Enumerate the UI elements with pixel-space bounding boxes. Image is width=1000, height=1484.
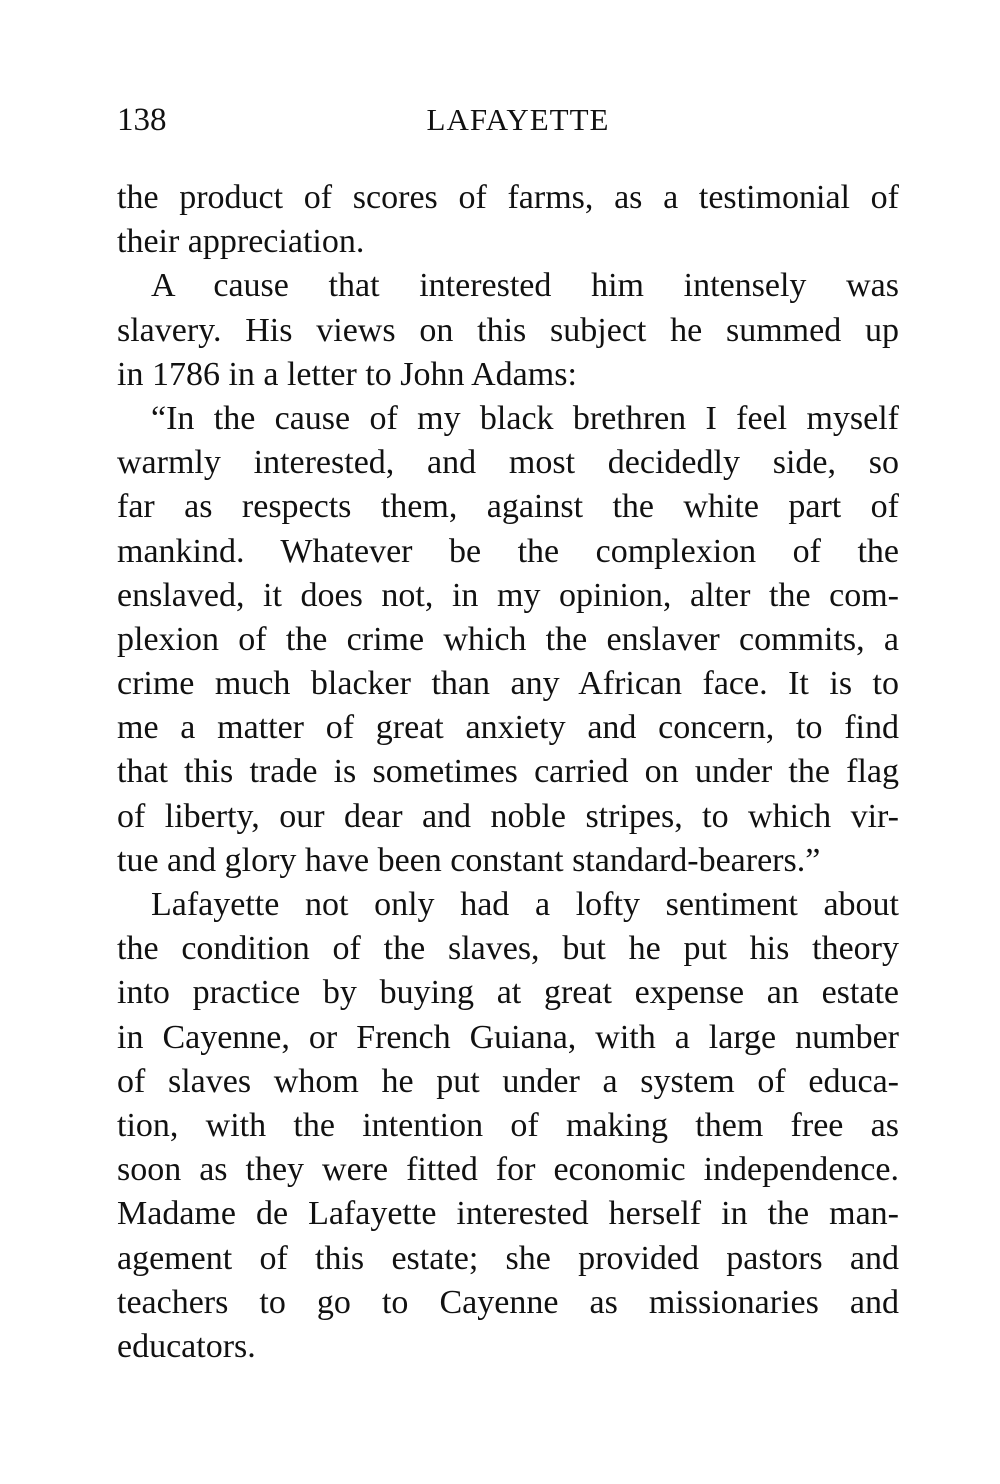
text-line: that this trade is sometimes carried on under the flag — [117, 753, 899, 791]
text-line: me a matter of great anxiety and concern, to find — [117, 709, 899, 747]
text-line: tue and glory have been constant standard-bearers.” — [117, 841, 821, 879]
text-line: the product of scores of farms, as a testimonial of — [117, 179, 899, 216]
text-line: warmly interested, and most decidedly side, so — [117, 444, 899, 482]
text-line: teachers to go to Cayenne as missionaries and — [117, 1283, 899, 1321]
text-line: into practice by buying at great expense an estate — [117, 974, 899, 1012]
text-line: enslaved, it does not, in my opinion, alter the com- — [117, 576, 899, 614]
text-line: tion, with the intention of making them free as — [117, 1106, 899, 1144]
paragraph-first-line: A cause that interested him intensely was — [151, 267, 899, 305]
page-number: 138 — [117, 102, 167, 138]
text-line: soon as they were fitted for economic independence. — [117, 1151, 899, 1189]
text-line: the condition of the slaves, but he put his theory — [117, 930, 899, 968]
text-line: far as respects them, against the white part of — [117, 488, 899, 526]
text-line: educators. — [117, 1327, 256, 1365]
text-line: Madame de Lafayette interested herself in the man- — [117, 1195, 899, 1233]
paragraph-first-line: Lafayette not only had a lofty sentiment about — [151, 886, 899, 923]
text-line: plexion of the crime which the enslaver commits, a — [117, 620, 899, 658]
text-line: slavery. His views on this subject he summed up — [117, 311, 899, 349]
body-text — [117, 176, 899, 1369]
text-line: mankind. Whatever be the complexion of the — [117, 532, 899, 570]
text-line: of liberty, our dear and noble stripes, to which vir- — [117, 797, 899, 835]
quote-first-line: “In the cause of my black brethren I feel myself — [151, 399, 899, 437]
text-line: agement of this estate; she provided pastors and — [117, 1239, 899, 1277]
running-title: LAFAYETTE — [426, 102, 610, 137]
text-line: their appreciation. — [117, 223, 365, 261]
text-line: crime much blacker than any African face. It is to — [117, 665, 899, 703]
text-line: of slaves whom he put under a system of educa- — [117, 1062, 899, 1100]
text-line: in Cayenne, or French Guiana, with a large number — [117, 1018, 899, 1056]
text-line: in 1786 in a letter to John Adams: — [117, 355, 577, 393]
running-header — [117, 98, 899, 142]
